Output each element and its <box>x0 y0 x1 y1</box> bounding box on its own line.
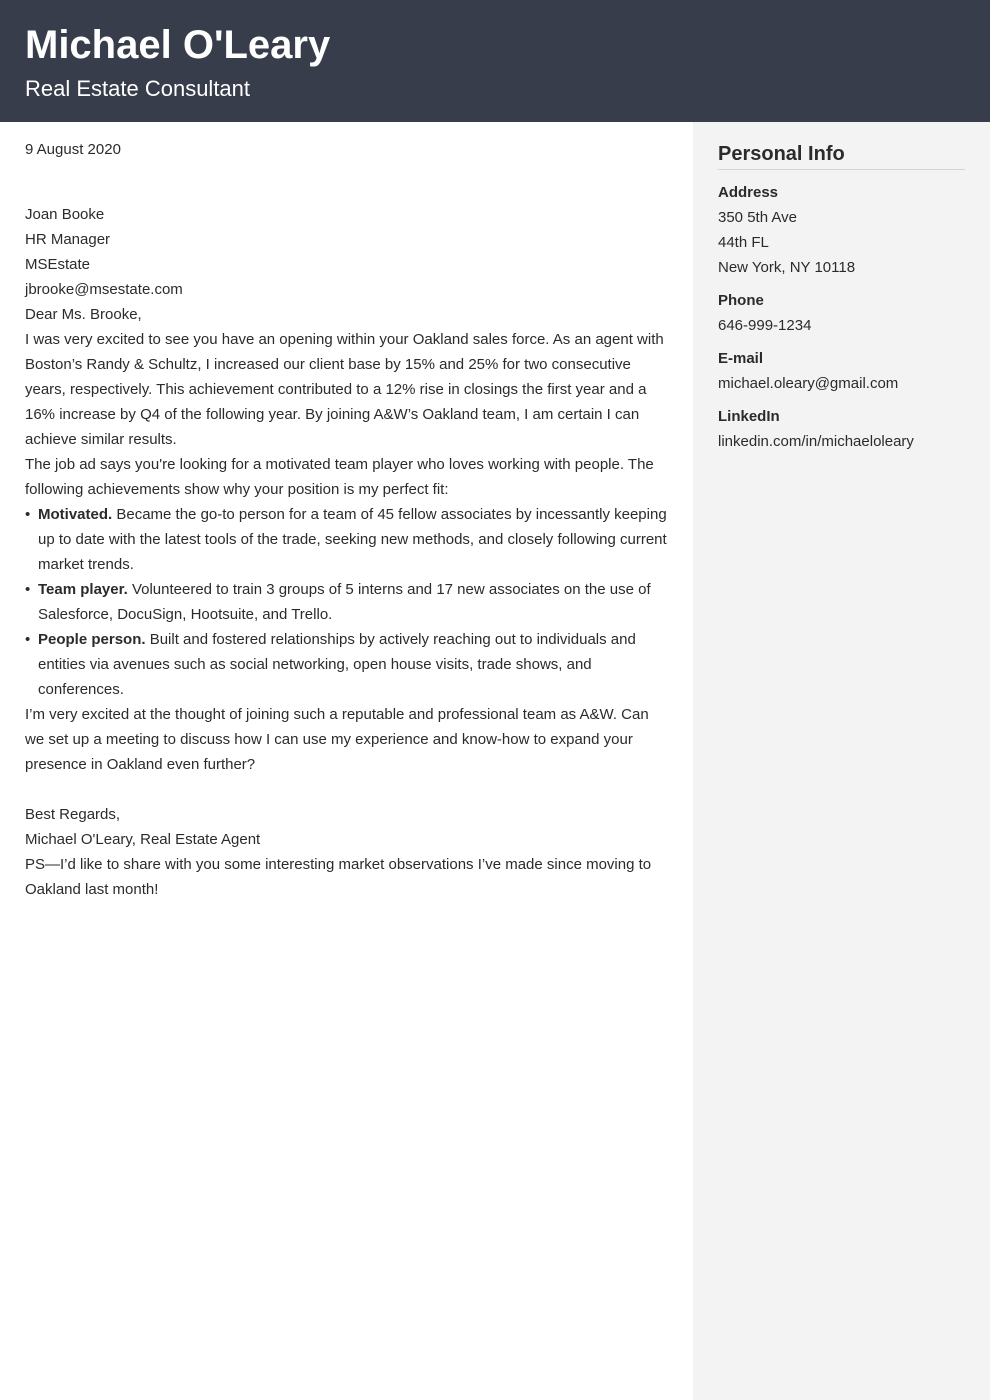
recipient-name: Joan Booke <box>25 206 105 223</box>
paragraph-fit: The job ad says you're looking for a motivated team player who loves working with people. The following achievements show why your position is my perfect fit: <box>25 456 654 498</box>
achievement-list <box>25 502 670 702</box>
phone-label: Phone <box>718 292 764 309</box>
address-line-1: 350 5th Ave <box>718 209 797 226</box>
email-value: michael.oleary@gmail.com <box>718 375 899 392</box>
bullet-lead: Motivated. <box>38 506 113 523</box>
recipient-block <box>25 202 670 302</box>
signature-line: Michael O'Leary, Real Estate Agent <box>25 831 261 848</box>
postscript: PS—I’d like to share with you some interesting market observations I’ve made since moving to Oakland last month! <box>25 856 652 898</box>
email-section <box>718 346 968 396</box>
bullet-lead: People person. <box>38 631 146 648</box>
address-line-2: 44th FL <box>718 234 769 251</box>
linkedin-value: linkedin.com/in/michaeloleary <box>718 433 914 450</box>
recipient-role: HR Manager <box>25 231 111 248</box>
list-item <box>25 627 670 702</box>
bullet-text: Became the go-to person for a team of 45 fellow associates by incessantly keeping up to date with the latest tools of the trade, seeking new methods, and closely following current market trends. <box>38 506 667 573</box>
recipient-company: MSEstate <box>25 256 91 273</box>
bullet-lead: Team player. <box>38 581 128 598</box>
linkedin-section <box>718 404 968 454</box>
closing-phrase: Best Regards, <box>25 806 121 823</box>
list-item <box>25 502 670 577</box>
list-item <box>25 577 670 627</box>
email-label: E-mail <box>718 350 764 367</box>
phone-value: 646-999-1234 <box>718 317 812 334</box>
sidebar-heading: Personal Info <box>718 142 965 170</box>
recipient-email: jbrooke@msestate.com <box>25 281 183 298</box>
bullet-text: Built and fostered relationships by actively reaching out to individuals and entities via avenues such as social networking, open house visits, trade shows, and conferences. <box>38 631 636 698</box>
linkedin-label: LinkedIn <box>718 408 780 425</box>
signoff-block <box>25 802 670 852</box>
phone-section <box>718 288 968 338</box>
letter-date: 9 August 2020 <box>25 141 121 158</box>
address-label: Address <box>718 184 779 201</box>
salutation: Dear Ms. Brooke, <box>25 306 142 323</box>
paragraph-intro: I was very excited to see you have an opening within your Oakland sales force. As an agent with Boston’s Randy & Schultz, I increased our client base by 15% and 25% for two consecutive years, respectively. This achievement contributed to a 12% rise in closings the first year and a 16% increase by Q4 of the following year. By joining A&W’s Oakland team, I am certain I can achieve similar results. <box>25 331 664 448</box>
applicant-title: Real Estate Consultant <box>25 76 251 101</box>
address-line-3: New York, NY 10118 <box>718 259 856 276</box>
header-banner <box>0 0 990 122</box>
letter-body <box>25 137 670 902</box>
address-section <box>718 180 968 280</box>
bullet-text: Volunteered to train 3 groups of 5 interns and 17 new associates on the use of Salesforce, DocuSign, Hootsuite, and Trello. <box>38 581 651 623</box>
applicant-name: Michael O'Leary <box>25 23 331 67</box>
paragraph-closing: I’m very excited at the thought of joining such a reputable and professional team as A&W. Can we set up a meeting to discuss how I can use my experience and know-how to expand your presence in Oakland even further? <box>25 706 649 773</box>
personal-info-sidebar <box>693 122 990 1400</box>
